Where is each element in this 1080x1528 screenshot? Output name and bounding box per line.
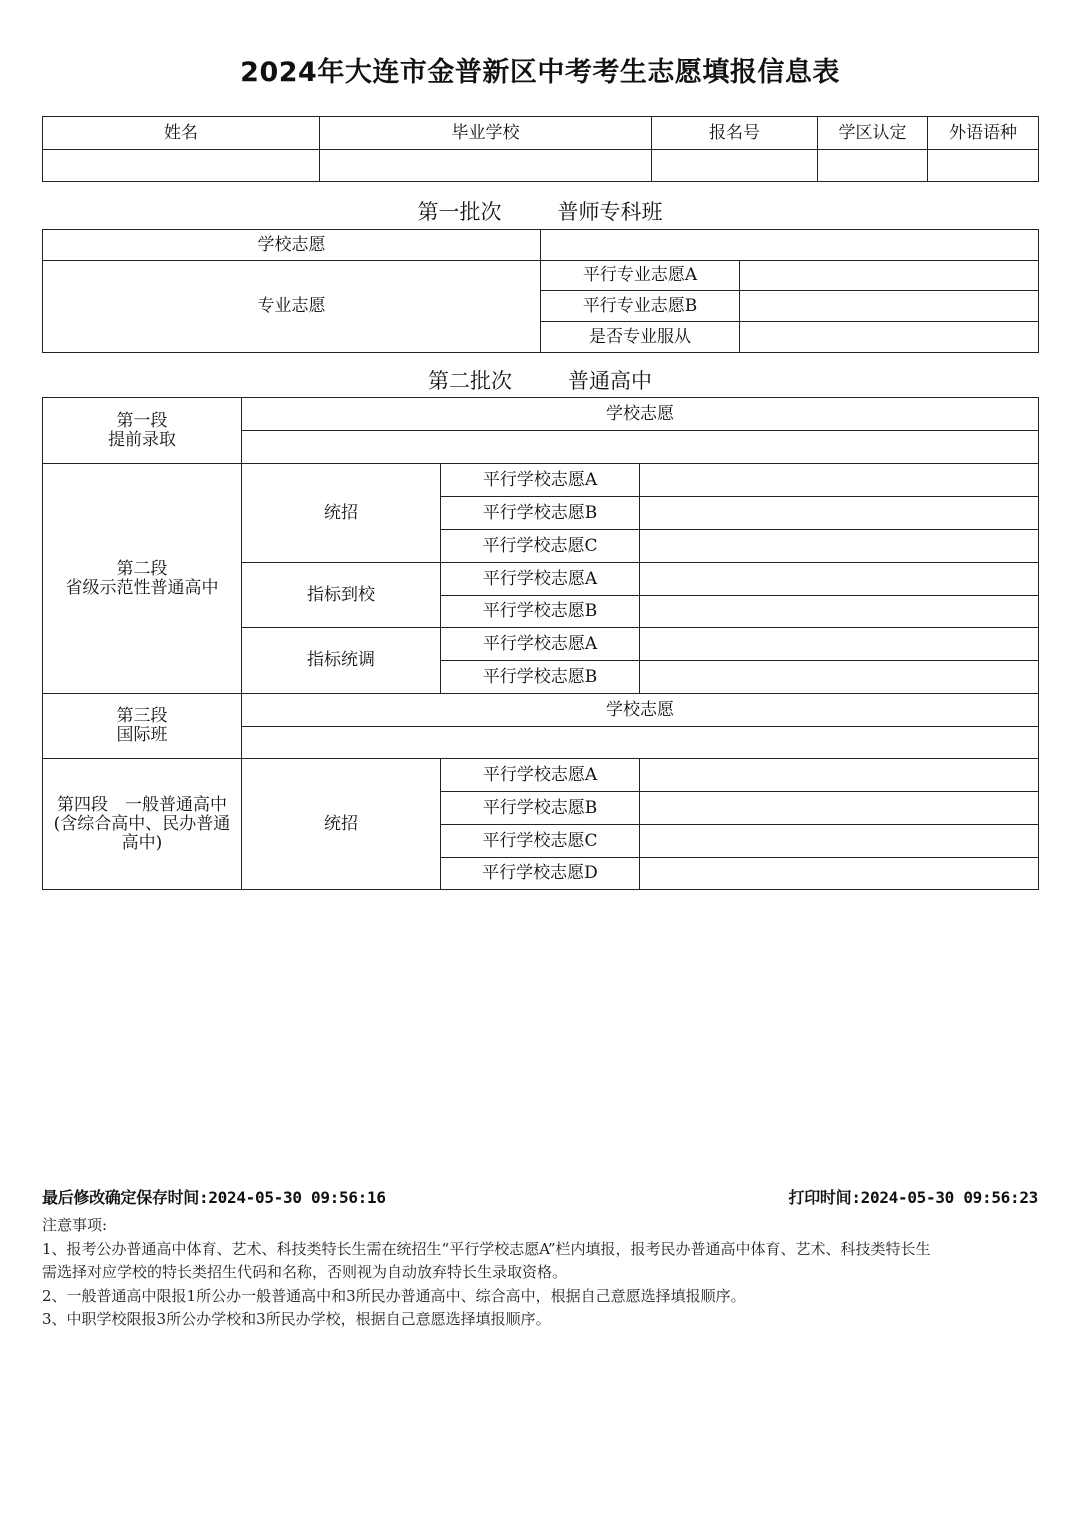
district-cell[interactable]: [818, 150, 928, 182]
seg4-line2: (含综合高中、民办普通: [53, 813, 231, 834]
note-item-1-line1: 1、报考公办普通高中体育、艺术、科技类特长生需在统招生“平行学校志愿A”栏内填报，报考民办普通高中体育、艺术、科技类特长生: [42, 1239, 931, 1258]
seg3-line1: 第三段: [116, 706, 168, 726]
batch1-item-label: 是否专业服从: [541, 322, 740, 353]
seg2-item-label: 平行学校志愿B: [441, 661, 640, 694]
seg2-item-label: 平行学校志愿C: [441, 530, 640, 563]
registration-no-cell[interactable]: [652, 150, 818, 182]
seg1-line1: 第一段: [116, 410, 168, 431]
notes-heading: 注意事项:: [42, 1216, 108, 1234]
seg2-item-label: 平行学校志愿B: [441, 596, 640, 628]
header-registration-no: 报名号: [652, 117, 818, 150]
seg2-item-cell[interactable]: [640, 563, 1039, 596]
seg4-label: [43, 759, 242, 890]
seg4-item-cell[interactable]: [640, 858, 1039, 890]
batch1-item-cell[interactable]: [740, 322, 1039, 353]
seg2-item-label: 平行学校志愿A: [441, 464, 640, 497]
seg2-group-label: 指标到校: [242, 563, 441, 628]
seg4-item-cell[interactable]: [640, 825, 1039, 858]
seg1-school-choice-cell[interactable]: [242, 431, 1039, 464]
seg2-item-cell[interactable]: [640, 596, 1039, 628]
batch1-name: 第一批次: [417, 200, 502, 224]
seg4-item-label: 平行学校志愿C: [441, 825, 640, 858]
seg3-label: [43, 694, 242, 759]
seg3-school-choice-label: 学校志愿: [242, 694, 1039, 727]
seg4-line3: 高中): [121, 832, 163, 853]
name-cell[interactable]: [43, 150, 320, 182]
seg1-label: [43, 398, 242, 464]
batch1-item-label: 平行专业志愿A: [541, 261, 740, 291]
saved-time: 最后修改确定保存时间:2024-05-30 09:56:16: [42, 1188, 386, 1207]
seg2-label: [43, 464, 242, 694]
seg4-item-label: 平行学校志愿A: [441, 759, 640, 792]
batch1-school-choice-cell[interactable]: [541, 230, 1039, 261]
seg3-line2: 国际班: [116, 725, 168, 745]
school-cell[interactable]: [320, 150, 652, 182]
seg2-line1: 第二段: [116, 558, 168, 579]
batch1-item-label: 平行专业志愿B: [541, 291, 740, 322]
seg4-line1: 第四段 一般普通高中: [57, 794, 227, 815]
note-item-1-line2: 需选择对应学校的特长类招生代码和名称，否则视为自动放弃特长生录取资格。: [42, 1263, 568, 1281]
seg2-item-cell[interactable]: [640, 628, 1039, 661]
header-language: 外语语种: [928, 117, 1039, 150]
seg2-item-label: 平行学校志愿A: [441, 563, 640, 596]
batch1-major-choice-label: 专业志愿: [43, 261, 541, 353]
student-info-table: [42, 116, 1039, 182]
seg2-item-cell[interactable]: [640, 661, 1039, 694]
note-item-3: 3、中职学校限报3所公办学校和3所民办学校，根据自己意愿选择填报顺序。: [42, 1310, 551, 1328]
seg1-line2: 提前录取: [108, 429, 176, 450]
batch2-name: 第二批次: [428, 369, 512, 393]
seg2-group-label: 指标统调: [242, 628, 441, 694]
seg2-group-label: 统招: [242, 464, 441, 563]
seg4-item-cell[interactable]: [640, 759, 1039, 792]
batch1-item-cell[interactable]: [740, 261, 1039, 291]
batch1-table: [42, 229, 1039, 353]
batch1-title: [0, 196, 1080, 226]
batch2-table: [42, 397, 1039, 890]
note-item-2: 2、一般普通高中限报1所公办一般普通高中和3所民办普通高中、综合高中，根据自己意愿选择填报顺序。: [42, 1286, 746, 1305]
language-cell[interactable]: [928, 150, 1039, 182]
seg1-school-choice-label: 学校志愿: [242, 398, 1039, 431]
seg2-item-cell[interactable]: [640, 530, 1039, 563]
printed-time: 打印时间:2024-05-30 09:56:23: [788, 1188, 1038, 1207]
seg2-item-cell[interactable]: [640, 464, 1039, 497]
seg4-item-cell[interactable]: [640, 792, 1039, 825]
seg2-item-label: 平行学校志愿B: [441, 497, 640, 530]
seg4-group-label: 统招: [242, 759, 441, 890]
seg4-item-label: 平行学校志愿D: [441, 858, 640, 890]
notes-section: [42, 1214, 1042, 1332]
seg2-line2: 省级示范性普通高中: [65, 577, 219, 598]
form-title: 2024年大连市金普新区中考考生志愿填报信息表: [240, 57, 840, 88]
header-school: 毕业学校: [320, 117, 652, 150]
header-district: 学区认定: [818, 117, 928, 150]
batch2-type: 普通高中: [568, 369, 652, 393]
seg2-item-cell[interactable]: [640, 497, 1039, 530]
seg3-school-choice-cell[interactable]: [242, 727, 1039, 759]
batch1-type: 普师专科班: [557, 200, 663, 224]
seg4-item-label: 平行学校志愿B: [441, 792, 640, 825]
seg2-item-label: 平行学校志愿A: [441, 628, 640, 661]
batch1-school-choice-label: 学校志愿: [43, 230, 541, 261]
header-name: 姓名: [43, 117, 320, 150]
batch2-title: [0, 365, 1080, 395]
batch1-item-cell[interactable]: [740, 291, 1039, 322]
